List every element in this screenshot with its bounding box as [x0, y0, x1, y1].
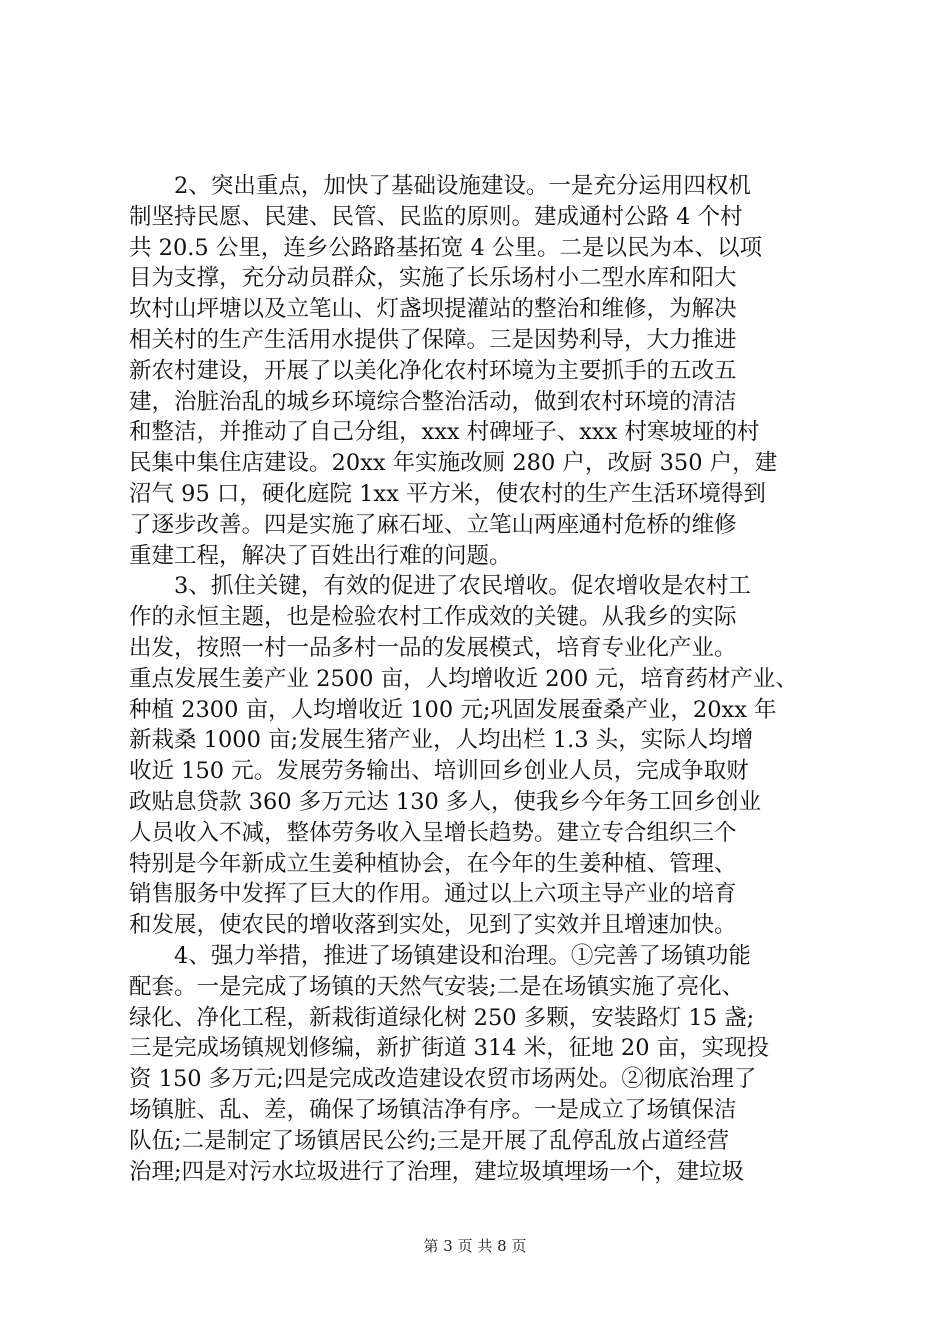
text-line: 新农村建设，开展了以美化净化农村环境为主要抓手的五改五: [129, 357, 737, 384]
text-line: 绿化、净化工程，新栽街道绿化树 250 多颗，安装路灯 15 盏;: [129, 1004, 755, 1031]
text-line: 人员收入不减，整体劳务收入呈增长趋势。建立专合组织三个: [129, 819, 737, 846]
text-line: 和发展，使农民的增收落到实处，见到了实效并且增速加快。: [129, 912, 737, 939]
text-line: 收近 150 元。发展劳务输出、培训回乡创业人员，完成争取财: [129, 758, 749, 785]
text-line: 特别是今年新成立生姜种植协会，在今年的生姜种植、管理、: [129, 850, 737, 877]
text-line: 政贴息贷款 360 多万元达 130 多人，使我乡今年务工回乡创业: [129, 788, 762, 815]
text-line: 配套。一是完成了场镇的天然气安装;二是在场镇实施了亮化、: [129, 973, 745, 1000]
body-text: [129, 171, 829, 1187]
text-line: 销售服务中发挥了巨大的作用。通过以上六项主导产业的培育: [129, 881, 737, 908]
text-line: 治理;四是对污水垃圾进行了治理，建垃圾填埋场一个，建垃圾: [129, 1158, 745, 1185]
text-line: 重点发展生姜产业 2500 亩，人均增收近 200 元，培育药材产业、: [129, 665, 798, 692]
text-line: 三是完成场镇规划修编，新扩街道 314 米，征地 20 亩，实现投: [129, 1035, 770, 1062]
text-line: 共 20.5 公里，连乡公路路基拓宽 4 公里。二是以民为本、以项: [129, 234, 763, 261]
text-line: 沼气 95 口，硬化庭院 1xx 平方米，使农村的生产生活环境得到: [129, 480, 766, 507]
text-line: 坎村山坪塘以及立笔山、灯盏坝提灌站的整治和维修，为解决: [129, 296, 737, 323]
text-line: 新栽桑 1000 亩;发展生猪产业，人均出栏 1.3 头，实际人均增: [129, 727, 754, 754]
text-line: 制坚持民愿、民建、民管、民监的原则。建成通村公路 4 个村: [129, 203, 743, 230]
text-line: 和整洁，并推动了自己分组，xxx 村碑垭子、xxx 村寒坡垭的村: [129, 419, 760, 446]
text-line: 目为支撑，充分动员群众，实施了长乐场村小二型水库和阳大: [129, 265, 737, 292]
text-line: 出发，按照一村一品多村一品的发展模式，培育专业化产业。: [129, 634, 737, 661]
text-line: 民集中集住店建设。20xx 年实施改厕 280 户，改厨 350 户，建: [129, 450, 778, 477]
text-line: 建，治脏治乱的城乡环境综合整治活动，做到农村环境的清洁: [129, 388, 737, 415]
text-line: 场镇脏、乱、差，确保了场镇洁净有序。一是成立了场镇保洁: [129, 1096, 737, 1123]
text-line: 队伍;二是制定了场镇居民公约;三是开展了乱停乱放占道经营: [129, 1127, 730, 1154]
text-line: 资 150 多万元;四是完成改造建设农贸市场两处。②彻底治理了: [129, 1066, 757, 1093]
text-line: 重建工程，解决了百姓出行难的问题。: [129, 542, 512, 569]
text-line: 相关村的生产生活用水提供了保障。三是因势利导，大力推进: [129, 326, 737, 353]
text-line: 作的永恒主题，也是检验农村工作成效的关键。从我乡的实际: [129, 604, 737, 631]
text-line: 种植 2300 亩，人均增收近 100 元;巩固发展蚕桑产业，20xx 年: [129, 696, 777, 723]
text-line: 4、强力举措，推进了场镇建设和治理。①完善了场镇功能: [129, 942, 751, 969]
text-line: 3、抓住关键，有效的促进了农民增收。促农增收是农村工: [129, 573, 751, 600]
text-line: 2、突出重点，加快了基础设施建设。一是充分运用四权机: [129, 173, 751, 199]
page-footer: 第 3 页 共 8 页: [423, 1237, 527, 1255]
text-line: 了逐步改善。四是实施了麻石垭、立笔山两座通村危桥的维修: [129, 511, 737, 538]
